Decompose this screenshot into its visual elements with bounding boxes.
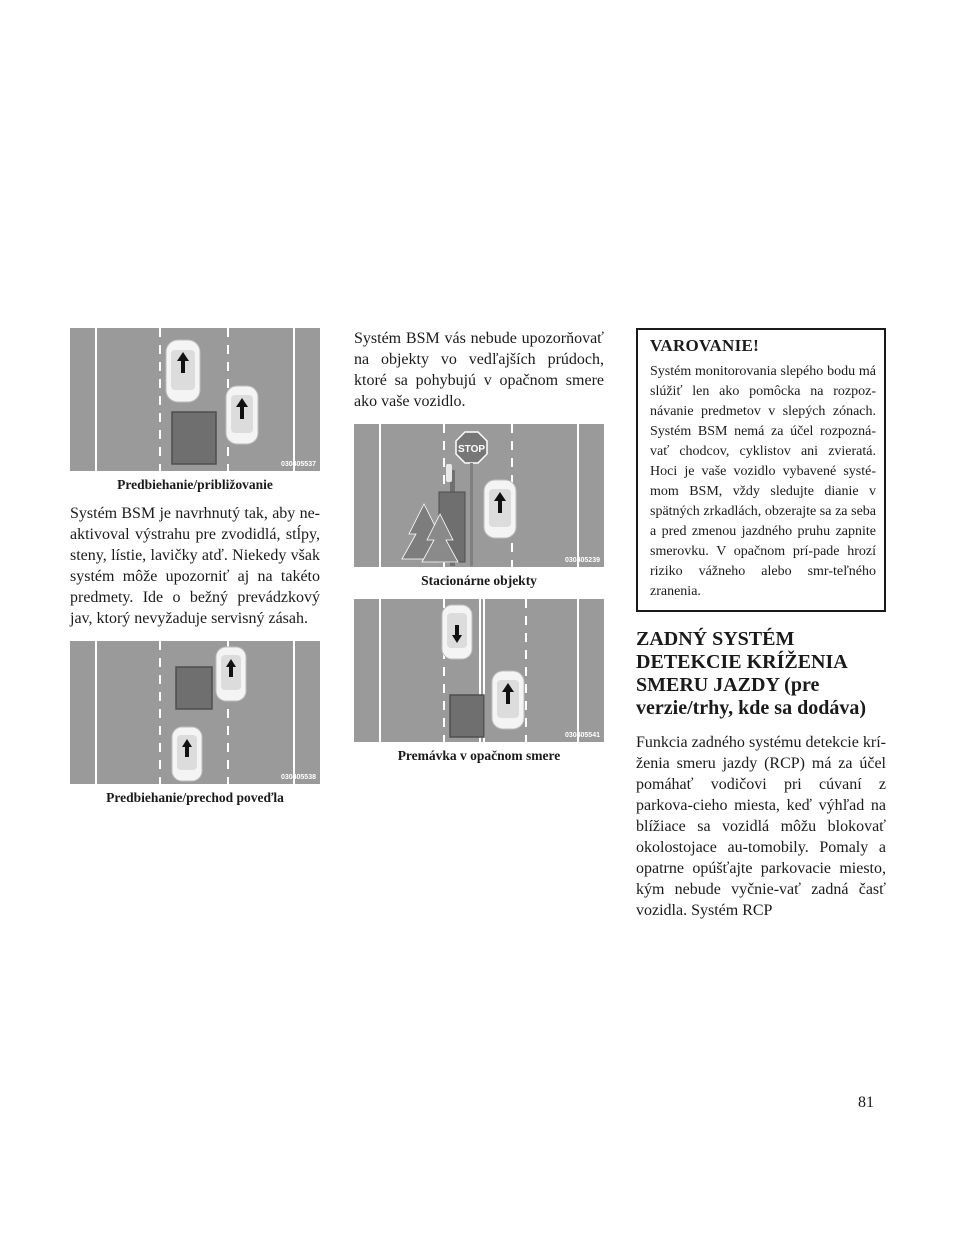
- figure-oncoming-traffic: [354, 599, 604, 742]
- column-2: [354, 328, 604, 774]
- paragraph: Systém BSM vás nebude upozorňovať na objekty vo vedľajších prúdoch, ktoré sa pohybujú v opačnom smere ako vaše vozidlo.: [354, 330, 604, 410]
- warning-box: [636, 328, 886, 612]
- column-1: [70, 328, 320, 816]
- figure-overtaking-passing: [70, 641, 320, 784]
- warning-text: Systém monitorovania slepého bodu má slúžiť len ako pomôcka na rozpoz-návanie predmetov v slepých zónach. Systém BSM nemá za účel rozpozná-vať chodcov, cyklistov ani zvieratá. Hoci je vaše vozidlo vybavené systé-mom BSM, vždy sledujte dianie v spätných zrkadlách, obzerajte sa za seba a pred zmenou jazdného pruhu zapnite smerovku. V opačnom prí-pade hrozí riziko vážneho alebo smr-teľného zranenia.: [650, 364, 876, 599]
- page-number: 81: [858, 1094, 874, 1111]
- column-3: [636, 328, 886, 933]
- figure-caption: Predbiehanie/prechod poveďla: [106, 790, 284, 805]
- figure-caption: Premávka v opačnom smere: [397, 748, 561, 763]
- stop-sign-text: STOP: [457, 444, 486, 455]
- figure-overtaking-approaching: [70, 328, 320, 471]
- figure-code: 030405239: [564, 557, 600, 564]
- paragraph: Funkcia zadného systému detekcie krí-ženia smeru jazdy (RCP) má za účel pomáhať vodičovi pri cúvaní z parkova-cieho miesta, keď výhľad na blížiace sa vozidlá môžu blokovať okolostojace au-tomobily. Pomaly a opatrne opúšťajte parkovacie miesto, kým nebude vyčnie-vať zadná časť vozidla. Systém RCP: [636, 734, 886, 919]
- figure-stationary-objects: [354, 424, 604, 567]
- warning-title: VAROVANIE!: [650, 336, 760, 355]
- figure-caption: Predbiehanie/približovanie: [117, 477, 273, 492]
- figure-code: 030405538: [280, 774, 316, 781]
- figure-code: 030405541: [564, 732, 600, 739]
- section-heading: ZADNÝ SYSTÉM DETEKCIE KRÍŽENIA SMERU JAZDY (pre verzie/trhy, kde sa dodáva): [636, 628, 866, 719]
- figure-code: 030405537: [280, 461, 316, 468]
- figure-caption: Stacionárne objekty: [421, 573, 537, 588]
- paragraph: Systém BSM je navrhnutý tak, aby ne-aktivoval výstrahu pre zvodidlá, stĺpy, steny, lístie, lavičky atď. Niekedy však systém môže upozorniť aj na takéto predmety. Ide o bežný prevádzkový jav, ktorý nevyžaduje servisný zásah.: [70, 505, 320, 627]
